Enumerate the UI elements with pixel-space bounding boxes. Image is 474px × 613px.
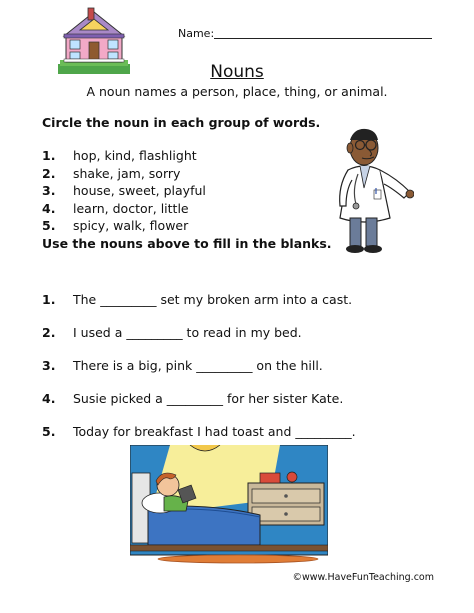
word-group[interactable]: learn, doctor, little bbox=[73, 200, 189, 216]
list-item bbox=[42, 357, 356, 390]
list-item bbox=[42, 165, 206, 183]
section2-heading: Use the nouns above to fill in the blanks. bbox=[42, 236, 332, 251]
item-number: 1. bbox=[42, 292, 56, 307]
item-number: 4. bbox=[42, 391, 56, 406]
name-field-line[interactable] bbox=[214, 38, 432, 39]
list-item bbox=[42, 324, 356, 357]
sentence-text[interactable]: I used a _________ to read in my bed. bbox=[73, 325, 302, 340]
sentence-text[interactable]: Today for breakfast I had toast and _________. bbox=[73, 424, 356, 439]
item-number: 3. bbox=[42, 358, 56, 373]
item-number: 2. bbox=[42, 325, 56, 340]
list-item bbox=[42, 390, 356, 423]
name-label: Name: bbox=[178, 27, 215, 40]
list-item bbox=[42, 147, 206, 165]
list-item bbox=[42, 291, 356, 324]
item-number: 3. bbox=[42, 183, 56, 198]
footer-copyright: ©www.HaveFunTeaching.com bbox=[292, 572, 434, 583]
item-number: 5. bbox=[42, 218, 56, 233]
item-number: 1. bbox=[42, 148, 56, 163]
page-subtitle: A noun names a person, place, thing, or animal. bbox=[86, 84, 388, 99]
word-group[interactable]: house, sweet, playful bbox=[73, 183, 206, 198]
noun-word-groups bbox=[42, 147, 206, 235]
section1-heading: Circle the noun in each group of words. bbox=[42, 115, 321, 130]
list-item bbox=[42, 217, 206, 235]
word-group[interactable]: spicy, walk, flower bbox=[73, 218, 189, 233]
bedroom-reading-illustration-icon bbox=[130, 445, 328, 565]
sentence-text[interactable]: Susie picked a _________ for her sister Kate. bbox=[73, 391, 344, 406]
word-group[interactable]: hop, kind, flashlight bbox=[73, 148, 197, 163]
doctor-illustration-icon bbox=[330, 118, 414, 256]
list-item bbox=[42, 200, 206, 218]
page-title: Nouns bbox=[210, 62, 264, 82]
word-group[interactable]: shake, jam, sorry bbox=[73, 165, 181, 181]
item-number: 5. bbox=[42, 424, 56, 439]
sentence-text[interactable]: There is a big, pink _________ on the hill. bbox=[73, 358, 323, 373]
item-number: 4. bbox=[42, 200, 56, 216]
sentence-text[interactable]: The _________ set my broken arm into a cast. bbox=[73, 292, 353, 307]
fill-in-blank-sentences bbox=[42, 291, 356, 456]
item-number: 2. bbox=[42, 165, 56, 181]
list-item bbox=[42, 182, 206, 200]
